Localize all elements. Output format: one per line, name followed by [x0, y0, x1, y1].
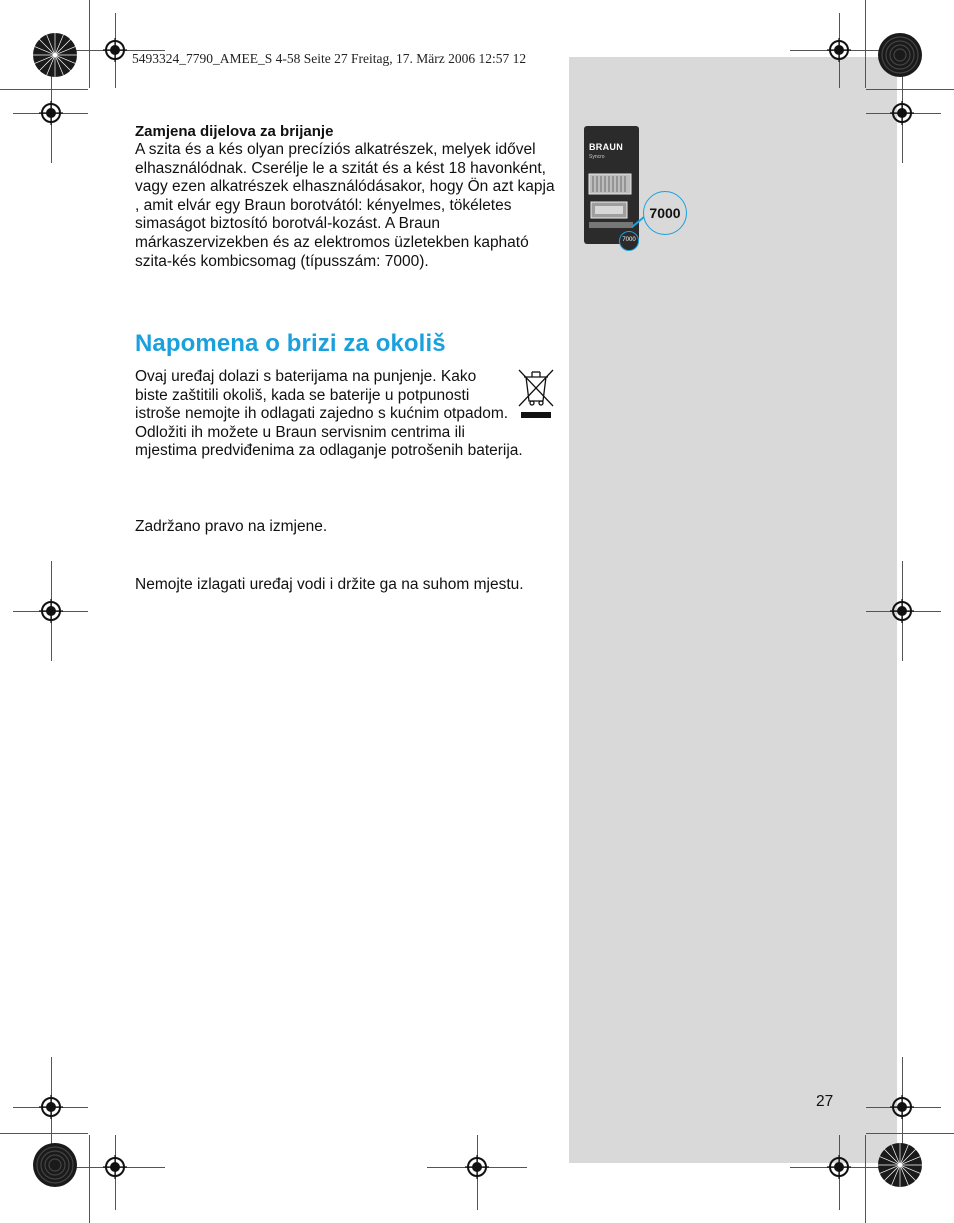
pack-code-text: 7000: [622, 237, 636, 243]
water-note: Nemojte izlagati uređaj vodi i držite ga na suhom mjestu.: [135, 576, 524, 593]
starburst-target-icon: [32, 32, 78, 78]
crop-line: [89, 1135, 90, 1223]
crop-line: [0, 1133, 88, 1134]
crop-line: [0, 89, 88, 90]
registration-mark-icon: [39, 599, 63, 623]
foil-cutter-image: [587, 166, 636, 235]
starburst-target-icon: [32, 1142, 78, 1188]
environment-heading: Napomena o brizi za okoliš: [135, 330, 446, 357]
crossed-bin-icon: [517, 368, 555, 420]
environment-paragraph: [135, 368, 555, 461]
registration-mark-icon: [103, 1155, 127, 1179]
rights-note: Zadržano pravo na izmjene.: [135, 518, 328, 535]
pack-code-badge: [619, 231, 639, 251]
starburst-target-icon: [877, 32, 923, 78]
model-callout-text: 7000: [649, 205, 681, 221]
brand-logo: BRAUN: [589, 142, 623, 152]
page-number: 27: [816, 1093, 834, 1110]
parts-paragraph: A szita és a kés olyan precíziós alkatrészek, melyek idővel elhasználódnak. Cserélje le a szitát és a kést 18 havonként, vagy ezen alkatrészek elhasználódásakor, hogy Ön azt kapja , amit elvár egy Braun borotvától: kényelmes, tökéletes simaságot biztosító borotvál-kozást. A Braun márkaszervizekben és az elektromos üzletekben kapható szita-kés kombicsomag (típusszám: 7000).: [135, 141, 555, 270]
crop-line: [89, 0, 90, 88]
section-title-parts: Zamjena dijelova za brijanje: [135, 123, 334, 140]
registration-mark-icon: [890, 101, 914, 125]
crop-line: [866, 89, 954, 90]
crop-line: [865, 0, 866, 88]
registration-mark-icon: [890, 1095, 914, 1119]
registration-mark-icon: [890, 599, 914, 623]
registration-mark-icon: [103, 38, 127, 62]
print-slug: 5493324_7790_AMEE_S 4-58 Seite 27 Freitag, 17. März 2006 12:57 12: [132, 51, 527, 66]
registration-mark-icon: [39, 1095, 63, 1119]
pack-subtitle: Syncro: [589, 154, 605, 160]
starburst-target-icon: [877, 1142, 923, 1188]
registration-mark-icon: [39, 101, 63, 125]
environment-text: Ovaj uređaj dolazi s baterijama na punjenje. Kako biste zaštitili okoliš, kada se baterije u potpunosti istroše nemojte ih odlagati zajedno s kućnim otpadom. Odložiti ih možete u Braun servisnim centrima ili mjestima predviđenima za odlaganje potrošenih baterija.: [135, 368, 523, 460]
registration-mark-icon: [827, 1155, 851, 1179]
crop-line: [865, 1135, 866, 1223]
crop-line: [866, 1133, 954, 1134]
registration-mark-icon: [465, 1155, 489, 1179]
registration-mark-icon: [827, 38, 851, 62]
model-callout: [643, 191, 687, 235]
